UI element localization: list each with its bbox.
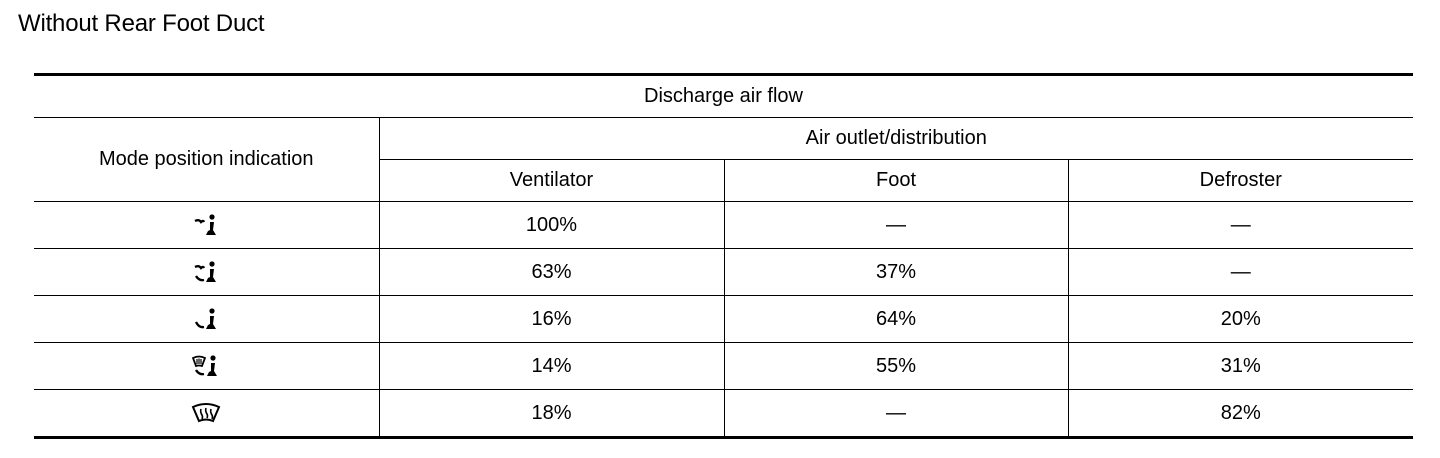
mode-cell xyxy=(34,343,379,390)
bi-level-mode-icon xyxy=(192,259,220,285)
foot-value: 55% xyxy=(724,343,1068,390)
defroster-value: 82% xyxy=(1068,390,1413,438)
table-row xyxy=(34,343,1413,390)
defroster-value: — xyxy=(1068,202,1413,249)
mode-cell xyxy=(34,202,379,249)
discharge-air-flow-header: Discharge air flow xyxy=(34,75,1413,118)
ventilator-value: 63% xyxy=(379,249,724,296)
defroster-value: 20% xyxy=(1068,296,1413,343)
mode-cell xyxy=(34,390,379,438)
foot-column-header: Foot xyxy=(724,160,1068,202)
mode-position-header: Mode position indication xyxy=(34,118,379,202)
foot-value: 37% xyxy=(724,249,1068,296)
table-header-row xyxy=(34,75,1413,118)
defroster-value: — xyxy=(1068,249,1413,296)
mode-cell xyxy=(34,249,379,296)
defroster-value: 31% xyxy=(1068,343,1413,390)
defroster-column-header: Defroster xyxy=(1068,160,1413,202)
table-row xyxy=(34,249,1413,296)
mode-cell xyxy=(34,296,379,343)
table-row xyxy=(34,202,1413,249)
table-row xyxy=(34,390,1413,438)
foot-value: — xyxy=(724,390,1068,438)
ventilator-value: 14% xyxy=(379,343,724,390)
discharge-air-flow-table xyxy=(34,73,1413,439)
foot-value: 64% xyxy=(724,296,1068,343)
defrost-mode-icon xyxy=(191,401,221,425)
ventilator-value: 18% xyxy=(379,390,724,438)
table-header-row xyxy=(34,118,1413,160)
document-title: Without Rear Foot Duct xyxy=(18,10,265,37)
ventilator-value: 16% xyxy=(379,296,724,343)
vent-mode-icon xyxy=(192,212,220,238)
foot-defrost-mode-icon xyxy=(191,353,221,379)
air-outlet-distribution-header: Air outlet/distribution xyxy=(379,118,1413,160)
foot-mode-icon xyxy=(192,306,220,332)
table-row xyxy=(34,296,1413,343)
ventilator-column-header: Ventilator xyxy=(379,160,724,202)
ventilator-value: 100% xyxy=(379,202,724,249)
foot-value: — xyxy=(724,202,1068,249)
